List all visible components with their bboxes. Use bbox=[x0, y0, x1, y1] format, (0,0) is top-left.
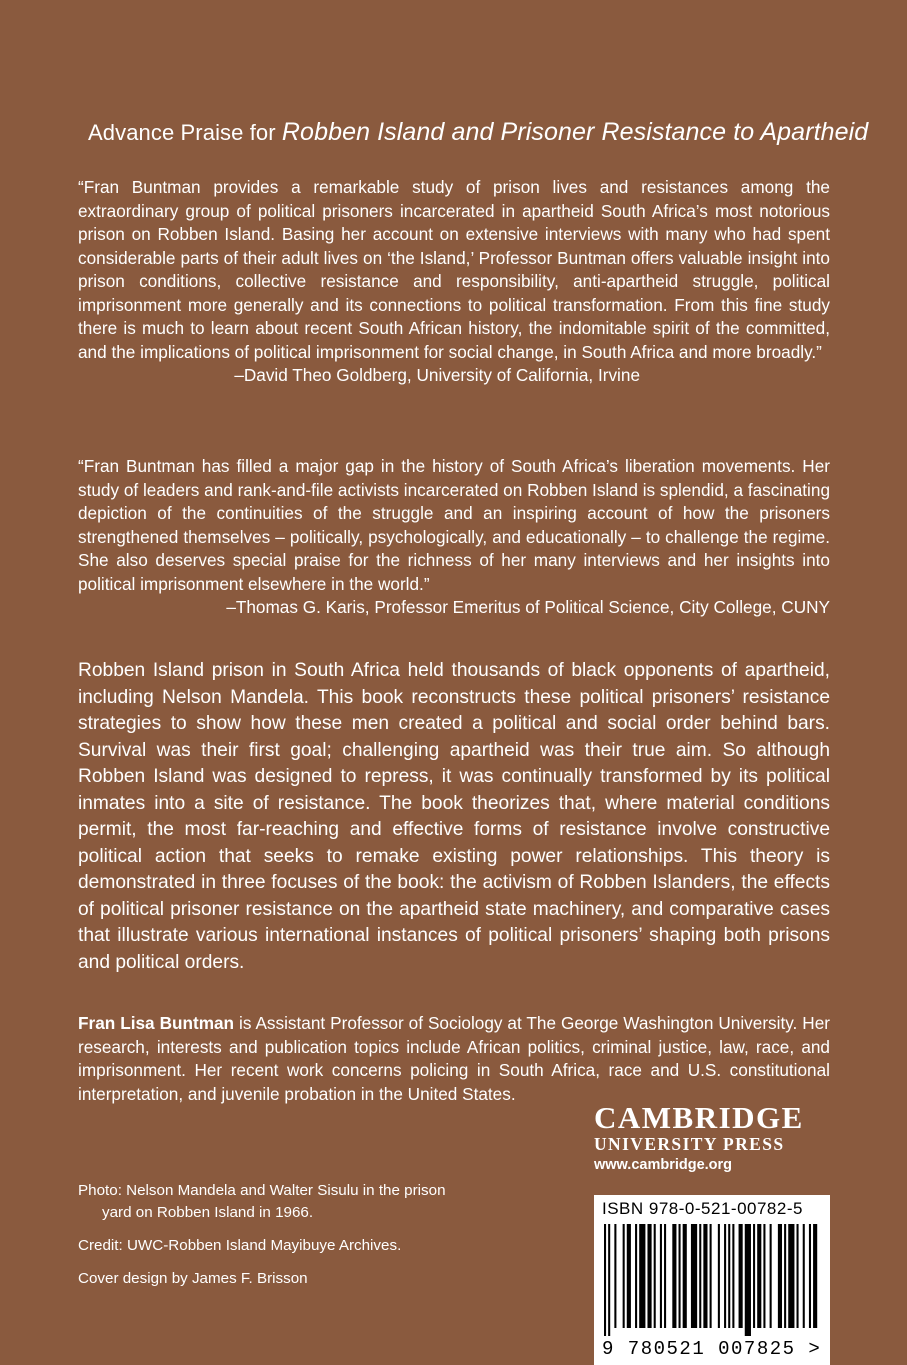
barcode-bar bbox=[604, 1224, 606, 1336]
barcode-bar bbox=[654, 1224, 656, 1328]
barcode-bar bbox=[732, 1224, 734, 1328]
barcode-bar bbox=[718, 1224, 720, 1328]
barcode-bar bbox=[664, 1224, 666, 1328]
barcode-bar bbox=[797, 1224, 799, 1328]
barcode-bar bbox=[691, 1224, 697, 1328]
publisher-url: www.cambridge.org bbox=[594, 1157, 733, 1173]
barcode-icon bbox=[602, 1224, 822, 1336]
praise-quote-2 bbox=[78, 455, 830, 620]
photo-credit: Credit: UWC-Robben Island Mayibuye Archives. bbox=[78, 1237, 402, 1254]
barcode-bar bbox=[647, 1224, 651, 1328]
photo-credits bbox=[78, 1180, 478, 1301]
praise-heading-prefix: Advance Praise for bbox=[88, 120, 276, 145]
praise-quote-2-attribution: –Thomas G. Karis, Professor Emeritus of Political Science, City College, CUNY bbox=[226, 597, 830, 617]
photo-caption-line-2: yard on Robben Island in 1966. bbox=[102, 1204, 314, 1221]
barcode-bar bbox=[724, 1224, 726, 1328]
author-name: Fran Lisa Buntman bbox=[78, 1013, 235, 1033]
barcode-bar bbox=[745, 1224, 751, 1336]
barcode-bar bbox=[672, 1224, 676, 1328]
barcode-bar bbox=[778, 1224, 782, 1328]
publisher-logo bbox=[594, 1102, 830, 1176]
publisher-name: CAMBRIDGE bbox=[594, 1100, 804, 1135]
barcode-bar bbox=[753, 1224, 755, 1328]
isbn-barcode-box bbox=[594, 1195, 830, 1365]
isbn-text: ISBN 978-0-521-00782-5 bbox=[602, 1199, 803, 1218]
barcode-bar bbox=[623, 1224, 625, 1328]
barcode-bar bbox=[739, 1224, 743, 1328]
praise-heading bbox=[88, 118, 869, 147]
barcode-bar bbox=[660, 1224, 662, 1328]
barcode-bar bbox=[608, 1224, 610, 1336]
photo-caption-line-1: Photo: Nelson Mandela and Walter Sisulu in the prison bbox=[78, 1182, 446, 1199]
barcode-bar bbox=[699, 1224, 701, 1328]
barcode-bar bbox=[614, 1224, 616, 1328]
barcode-bar bbox=[728, 1224, 730, 1328]
barcode-bar bbox=[803, 1224, 805, 1328]
cover-design-credit: Cover design by James F. Brisson bbox=[78, 1270, 308, 1287]
barcode-bar bbox=[788, 1224, 794, 1328]
praise-quote-1-text: “Fran Buntman provides a remarkable study of prison lives and resistances among the extraordinary group of political prisoners incarcerated in apartheid South Africa’s most notorious prison on Robben Island. Basing her account on extensive interviews with many who had spent considerable parts of their adult lives on ‘the Island,’ Professor Buntman offers valuable insight into prison conditions, collective resistance and responsibility, anti-apartheid struggle, political imprisonment more generally and its connections to political transformation. From this fine study there is much to learn about recent South African history, the indomitable spirit of the committed, and the implications of political imprisonment for social change, in South Africa and more broadly.” bbox=[78, 177, 830, 362]
barcode-bar bbox=[703, 1224, 707, 1328]
barcode-bar bbox=[757, 1224, 761, 1328]
barcode-bar bbox=[683, 1224, 687, 1328]
author-bio bbox=[78, 1012, 830, 1106]
barcode-bar bbox=[710, 1224, 712, 1328]
praise-quote-1 bbox=[78, 176, 830, 388]
book-title: Robben Island and Prisoner Resistance to Apartheid bbox=[281, 118, 869, 146]
barcode-bar bbox=[813, 1224, 817, 1328]
barcode-bar bbox=[635, 1224, 637, 1328]
barcode-bar bbox=[627, 1224, 631, 1328]
barcode-bar bbox=[809, 1224, 811, 1328]
barcode-bar bbox=[784, 1224, 786, 1328]
barcode-digits: 9 780521 007825 > bbox=[602, 1338, 822, 1360]
book-description: Robben Island prison in South Africa held thousands of black opponents of apartheid, including Nelson Mandela. This book reconstructs these political prisoners’ resistance strategies to show how these men created a political and social order behind bars. Survival was their first goal; challenging apartheid was their true aim. So although Robben Island was designed to repress, it was continually transformed by its political inmates into a site of resistance. The book theorizes that, where material conditions permit, the most far-reaching and effective forms of resistance involve constructive political action that seeks to remake existing power relationships. This theory is demonstrated in three focuses of the book: the activism of Robben Islanders, the effects of political prisoner resistance on the apartheid state machinery, and comparative cases that illustrate various international instances of political prisoners’ shaping both prisons and political orders. bbox=[78, 660, 830, 973]
barcode-bar bbox=[770, 1224, 772, 1328]
praise-quote-2-text: “Fran Buntman has filled a major gap in the history of South Africa’s liberation movements. Her study of leaders and rank-and-file activists incarcerated on Robben Island is splendid, a fascinating depiction of the continuities of the struggle and an inspiring account of how the prisoners strengthened themselves – politically, psychologically, and educationally – to challenge the regime. She also deserves special praise for the richness of her many interviews and her insights into political imprisonment elsewhere in the world.” bbox=[78, 456, 830, 594]
barcode-bar bbox=[763, 1224, 765, 1328]
barcode-bar bbox=[679, 1224, 681, 1328]
author-bio-text: is Assistant Professor of Sociology at The George Washington University. Her research, interests and publication topics include African politics, criminal justice, law, race, and imprisonment. Her recent work concerns policing in South Africa, race and U.S. constitutional interpretation, and juvenile probation in the United States. bbox=[78, 1013, 830, 1104]
praise-quote-1-attribution: –David Theo Goldberg, University of California, Irvine bbox=[234, 365, 640, 385]
barcode-bar bbox=[639, 1224, 645, 1328]
publisher-subtitle: UNIVERSITY PRESS bbox=[594, 1134, 785, 1154]
